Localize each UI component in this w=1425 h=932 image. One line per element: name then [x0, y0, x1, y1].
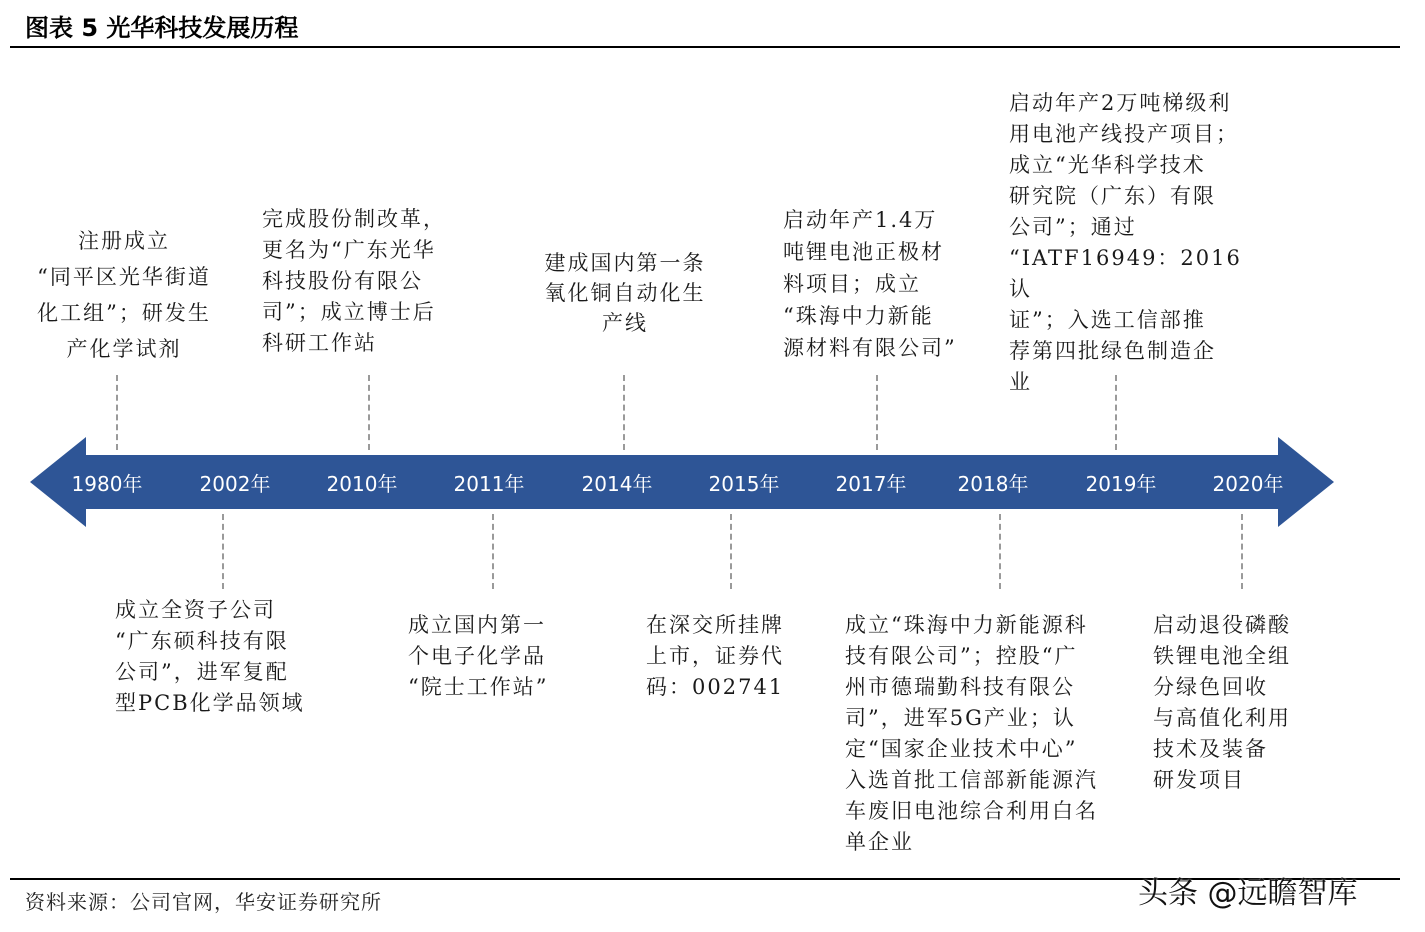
connector-2014 [623, 375, 625, 450]
connector-2010 [368, 375, 370, 450]
event-2019: 启动年产2万吨梯级利 用电池产线投产项目； 成立“光华科学技术 研究院（广东）有限 公司”；通过 “IATF16949：2016认 证”；入选工信部推 荐第四批绿色制造企 业 [1009, 91, 1242, 394]
year-label-2017: 2017年 [835, 472, 907, 496]
event-2014: 建成国内第一条 氧化铜自动化生 产线 [544, 251, 706, 335]
event-1980: 注册成立 “同平区光华街道 化工组”；研发生 产化学试剂 [37, 229, 211, 361]
event-2018: 成立“珠海中力新能源科 技有限公司”；控股“广 州市德瑞勤科技有限公 司”，进军5G产业；认 定“国家企业技术中心” 入选首批工信部新能源汽 车废旧电池综合利用白名 单企业 [845, 613, 1098, 854]
connector-2020 [1241, 514, 1243, 589]
connector-2015 [730, 514, 732, 589]
figure-title: 图表 5 光华科技发展历程 [25, 14, 299, 42]
year-label-2014: 2014年 [581, 472, 653, 496]
year-label-2002: 2002年 [199, 472, 271, 496]
year-label-2020: 2020年 [1212, 472, 1284, 496]
connector-1980 [116, 375, 118, 450]
event-2020: 启动退役磷酸 铁锂电池全组 分绿色回收 与高值化利用 技术及装备 研发项目 [1153, 613, 1291, 792]
connector-2011 [492, 514, 494, 589]
year-label-2011: 2011年 [453, 472, 525, 496]
watermark: 头条 @远瞻智库 [1138, 876, 1358, 911]
event-2015: 在深交所挂牌 上市，证券代 码：002741 [646, 613, 785, 699]
year-label-1980: 1980年 [71, 472, 143, 496]
connector-2002 [222, 514, 224, 589]
year-label-2019: 2019年 [1085, 472, 1157, 496]
year-label-2010: 2010年 [326, 472, 398, 496]
year-label-2018: 2018年 [957, 472, 1029, 496]
source-note: 资料来源：公司官网，华安证券研究所 [25, 890, 382, 914]
event-2017: 启动年产1.4万 吨锂电池正极材 料项目；成立 “珠海中力新能 源材料有限公司” [783, 208, 957, 360]
year-label-2015: 2015年 [708, 472, 780, 496]
connector-2018 [999, 514, 1001, 589]
event-2002: 成立全资子公司 “广东硕科技有限 公司”，进军复配 型PCB化学品领域 [115, 598, 305, 715]
connector-2017 [876, 375, 878, 450]
event-2011: 成立国内第一 个电子化学品 “院士工作站” [408, 613, 549, 699]
event-2010: 完成股份制改革， 更名为“广东光华 科技股份有限公 司”；成立博士后 科研工作站 [262, 207, 446, 355]
